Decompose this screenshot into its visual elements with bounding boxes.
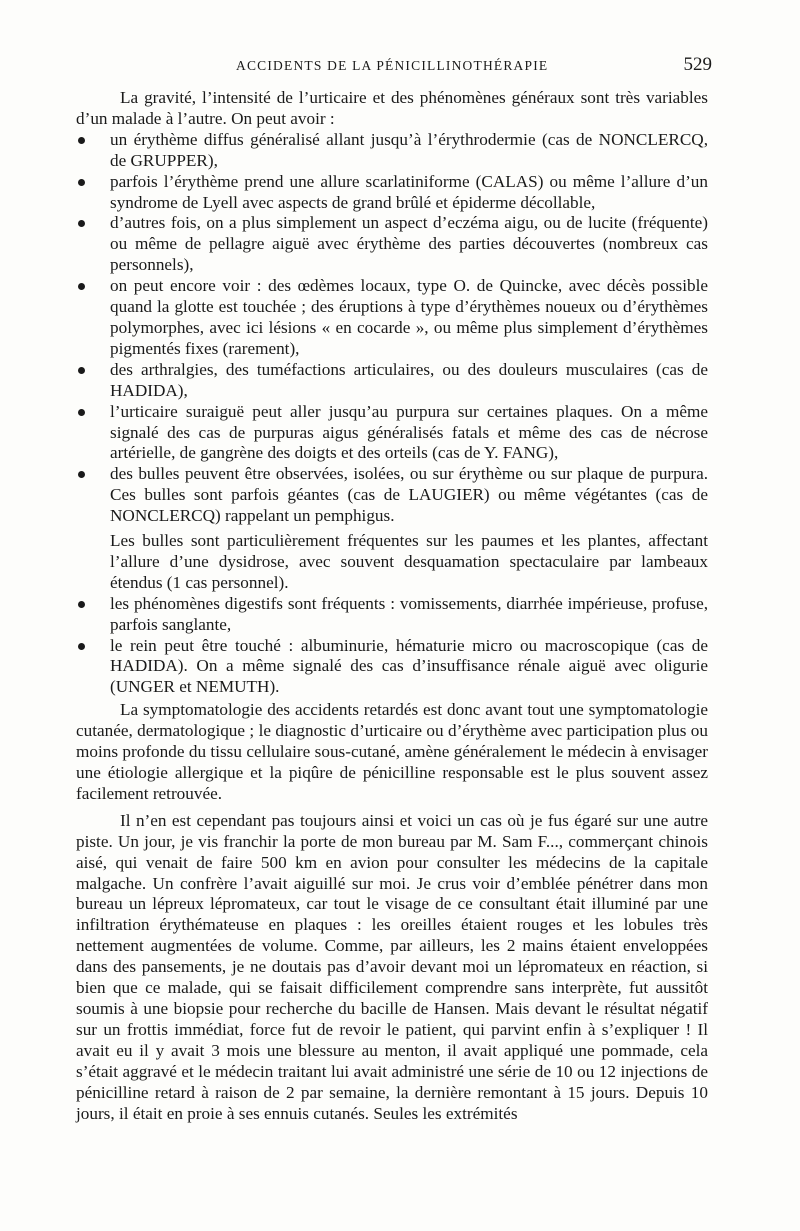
list-item [76, 172, 708, 214]
paragraph-symptomatologie: La symptomatologie des accidents retardés est donc avant tout une symptomatologie cutanée, dermatologique ; le diagnostic d’urticaire ou d’érythème avec participation plus ou moins profonde du tissu cellulaire sous-cutané, amène généralement le médecin à envisager une étiologie allergique et la piqûre de pénicilline responsable est le plus souvent assez facilement retrouvée. [76, 700, 708, 803]
list-item [76, 213, 708, 276]
bullet-icon [78, 137, 85, 144]
list-item [76, 130, 708, 172]
page-header [76, 54, 712, 80]
list-item-text: des bulles peuvent être observées, isolées, ou sur érythème ou sur plaque de purpura. Ces bulles sont parfois géantes (cas de LAUGIER) ou même végétantes (cas de NONCLERCQ) rappelant un pemphigus. [110, 464, 708, 526]
body-text [76, 88, 708, 1124]
list-item-text: d’autres fois, on a plus simplement un aspect d’eczéma aigu, ou de lucite (fréquente) ou même de pellagre aiguë avec érythème des parties découvertes (nombreux cas personnels), [110, 213, 708, 275]
list-item [76, 276, 708, 360]
bullet-icon [78, 283, 85, 290]
page-number: 529 [683, 54, 712, 75]
list-item-text: un érythème diffus généralisé allant jusqu’à l’érythrodermie (cas de NONCLERCQ, de GRUPPER), [110, 129, 708, 170]
bullet-icon [78, 601, 85, 608]
bulles-note: Les bulles sont particulièrement fréquentes sur les paumes et les plantes, affectant l’allure d’une dysidrose, avec souvent desquamation spectaculaire par lambeaux étendus (1 cas personnel). [110, 531, 708, 592]
bullet-icon [78, 367, 85, 374]
list-item [76, 594, 708, 636]
bullet-icon [78, 643, 85, 650]
bullet-icon [78, 179, 85, 186]
bullet-icon [78, 409, 85, 416]
list-item [76, 360, 708, 402]
list-item-text: l’urticaire suraiguë peut aller jusqu’au purpura sur certaines plaques. On a même signalé des cas de purpuras aigus généralisés fatals et même des cas de nécrose artérielle, de gangrène des doigts et des orteils (cas de Y. FANG), [110, 401, 708, 463]
list-item-text: on peut encore voir : des œdèmes locaux, type O. de Quincke, avec décès possible quand la glotte est touchée ; des éruptions à type d’érythèmes noueux ou d’érythèmes polymorphes, avec ici lésions « en cocarde », ou même plus simplement d’érythèmes pigmentés fixes (rarement), [110, 276, 708, 358]
list-item [76, 636, 708, 699]
bullet-icon [78, 220, 85, 227]
list-item [76, 464, 708, 527]
list-item-text: les phénomènes digestifs sont fréquents : vomissements, diarrhée impérieuse, profuse, parfois sanglante, [110, 593, 708, 634]
bullet-icon [78, 471, 85, 478]
intro-paragraph: La gravité, l’intensité de l’urticaire et des phénomènes généraux sont très variables d’un malade à l’autre. On peut avoir : [76, 88, 708, 128]
symptom-list [76, 130, 708, 527]
paragraph-case-report: Il n’en est cependant pas toujours ainsi et voici un cas où je fus égaré sur une autre piste. Un jour, je vis franchir la porte de mon bureau par M. Sam F..., commerçant chinois aisé, qui venait de faire 500 km en avion pour consulter les médecins de la capitale malgache. Un confrère l’avait aiguillé sur moi. Je crus voir d’emblée pénétrer dans mon bureau un lépreux lépromateux, car tout le visage de ce consultant était illuminé par une infiltration érythémateuse en plaques : les oreilles étaient rouges et les lobules très nettement augmentées de volume. Comme, par ailleurs, les 2 mains étaient enveloppées dans des pansements, je ne doutais pas d’avoir devant moi un lépromateux en réaction, si bien que ce malade, qui se faisait difficilement comprendre sans interprète, fut aussitôt soumis à une biopsie pour recherche du bacille de Hansen. Mais devant le résultat négatif sur un frottis immédiat, force fut de revoir le patient, qui parvint enfin à s’expliquer ! Il avait eu il y avait 3 mois une blessure au menton, il avait appliqué une pommade, cela s’était aggravé et le médecin traitant lui avait administré une série de 10 ou 12 injections de pénicilline retard à raison de 2 par semaine, la dernière remontant à 15 jours. Depuis 10 jours, il était en proie à ses ennuis cutanés. Seules les extrémités [76, 810, 708, 1123]
symptom-list-continued [76, 594, 708, 699]
list-item-text: des arthralgies, des tuméfactions articulaires, ou des douleurs musculaires (cas de HADIDA), [110, 359, 708, 400]
list-item-text: le rein peut être touché : albuminurie, hématurie micro ou macroscopique (cas de HADIDA). On a même signalé des cas d’insuffisance rénale aiguë avec oligurie (UNGER et NEMUTH). [110, 635, 708, 697]
list-item-text: parfois l’érythème prend une allure scarlatiniforme (CALAS) ou même l’allure d’un syndrome de Lyell avec aspects de grand brûlé et épiderme décollable, [110, 171, 708, 212]
running-title: ACCIDENTS DE LA PÉNICILLINOTHÉRAPIE [236, 58, 549, 73]
list-item [76, 402, 708, 465]
